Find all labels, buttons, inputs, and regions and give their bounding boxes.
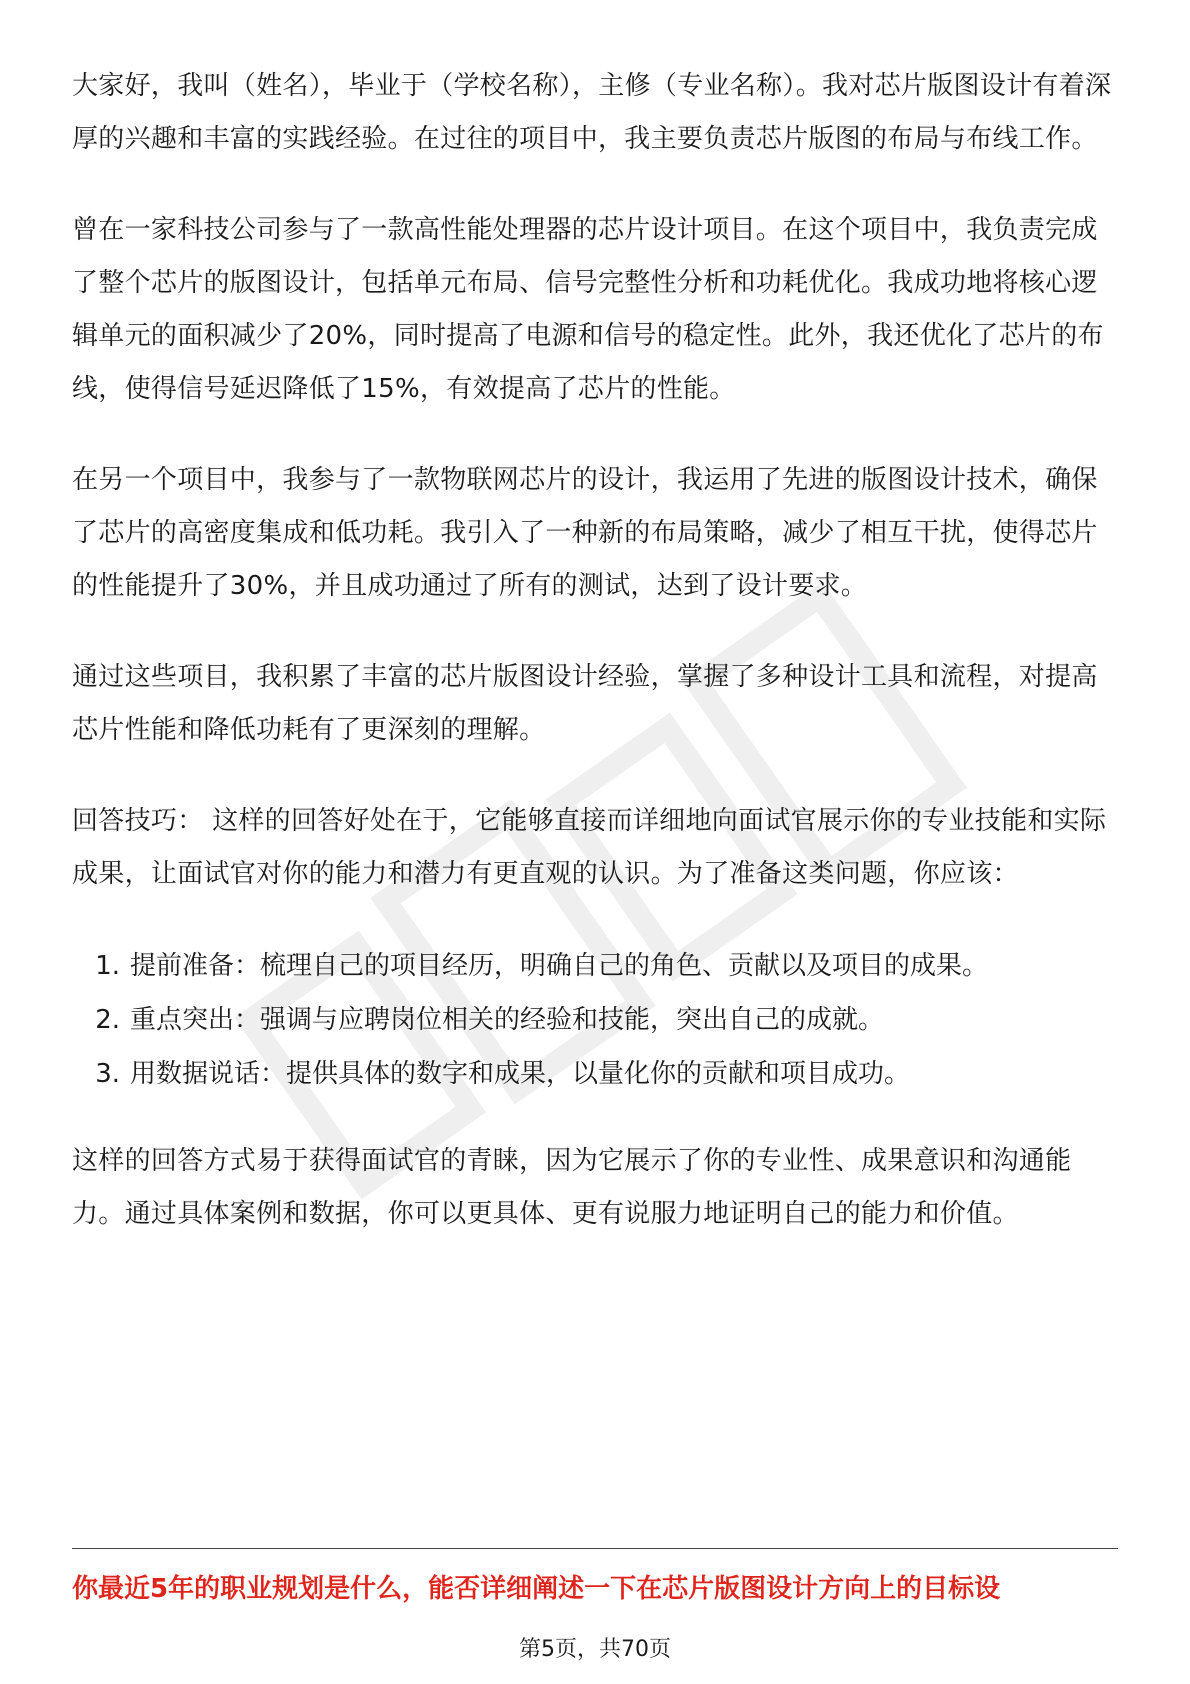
section-divider <box>72 1548 1118 1549</box>
main-content <box>72 60 1118 1279</box>
list-item <box>72 939 1118 993</box>
tips-list <box>72 939 1118 1101</box>
list-item-text: 重点突出：强调与应聘岗位相关的经验和技能，突出自己的成就。 <box>130 1005 885 1035</box>
list-item <box>72 993 1118 1047</box>
list-item-text: 用数据说话：提供具体的数字和成果，以量化你的贡献和项目成功。 <box>130 1059 911 1089</box>
list-item <box>72 1047 1118 1101</box>
list-item-text: 提前准备：梳理自己的项目经历，明确自己的角色、贡献以及项目的成果。 <box>130 951 989 981</box>
list-item-number: 3. <box>95 1059 120 1089</box>
paragraph-project-1: 曾在一家科技公司参与了一款高性能处理器的芯片设计项目。在这个项目中，我负责完成了整个芯片的版图设计，包括单元布局、信号完整性分析和功耗优化。我成功地将核心逻辑单元的面积减少了20%，同时提高了电源和信号的稳定性。此外，我还优化了芯片的布线，使得信号延迟降低了15%，有效提高了芯片的性能。 <box>72 215 1104 404</box>
paragraph-tips-intro: 回答技巧： 这样的回答好处在于，它能够直接而详细地向面试官展示你的专业技能和实际成果，让面试官对你的能力和潜力有更直观的认识。为了准备这类问题，你应该： <box>72 806 1107 889</box>
list-item-number: 2. <box>95 1005 120 1035</box>
paragraph-intro: 大家好，我叫（姓名），毕业于（学校名称），主修（专业名称）。我对芯片版图设计有着深厚的兴趣和丰富的实践经验。在过往的项目中，我主要负责芯片版图的布局与布线工作。 <box>72 71 1112 154</box>
paragraph-summary: 通过这些项目，我积累了丰富的芯片版图设计经验，掌握了多种设计工具和流程，对提高芯片性能和降低功耗有了更深刻的理解。 <box>72 662 1098 745</box>
paragraph-project-2: 在另一个项目中，我参与了一款物联网芯片的设计，我运用了先进的版图设计技术，确保了芯片的高密度集成和低功耗。我引入了一种新的布局策略，减少了相互干扰，使得芯片的性能提升了30%，并且成功通过了所有的测试，达到了设计要求。 <box>72 465 1098 601</box>
paragraph-closing: 这样的回答方式易于获得面试官的青睐，因为它展示了你的专业性、成果意识和沟通能力。通过具体案例和数据，你可以更具体、更有说服力地证明自己的能力和价值。 <box>72 1146 1072 1229</box>
next-question-heading: 你最近5年的职业规划是什么，能否详细阐述一下在芯片版图设计方向上的目标设 <box>72 1574 1001 1604</box>
list-item-number: 1. <box>95 951 120 981</box>
page-footer: 第5页，共70页 <box>519 1637 671 1662</box>
